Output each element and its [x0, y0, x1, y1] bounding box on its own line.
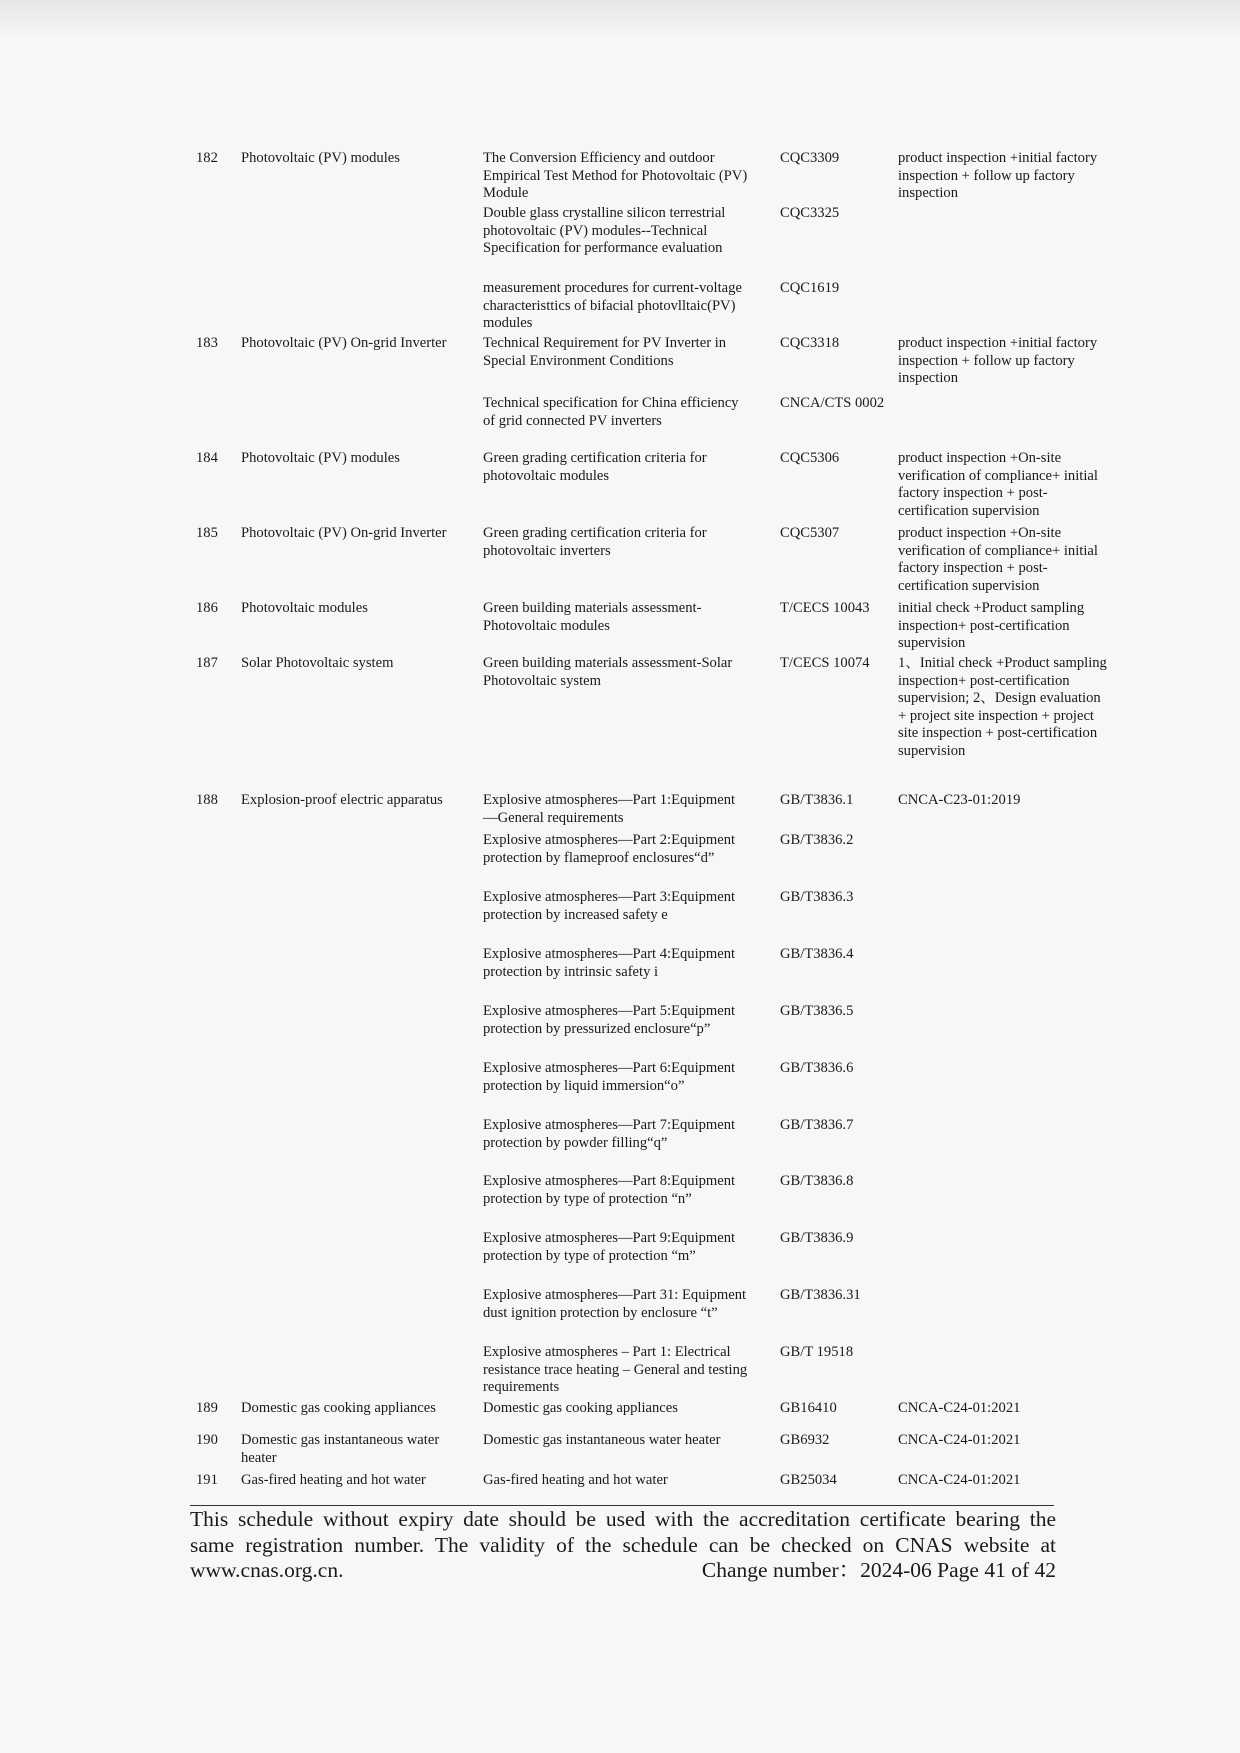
item-number: 189	[196, 1400, 218, 1416]
item-number: 184	[196, 450, 218, 466]
standard-code: GB6932	[780, 1432, 830, 1448]
standard-code: GB16410	[780, 1400, 837, 1416]
standard-code: GB/T3836.4	[780, 946, 854, 962]
certification-mode: CNCA-C24-01:2021	[898, 1472, 1021, 1488]
product-name: Photovoltaic (PV) modules	[241, 150, 400, 166]
product-name: Photovoltaic modules	[241, 600, 368, 616]
certification-mode: product inspection +On-site verification of compliance+ initial factory inspection + post-certification supervision	[898, 450, 1098, 519]
standard-title: Domestic gas cooking appliances	[483, 1400, 678, 1416]
standard-title: Double glass crystalline silicon terrestrial photovoltaic (PV) modules--Technical Specification for performance evaluation	[483, 205, 726, 256]
standard-code: CQC5306	[780, 450, 840, 466]
standard-code: GB/T3836.3	[780, 889, 854, 905]
standard-code: CNCA/CTS 0002	[780, 395, 885, 411]
footer-line-1: This schedule without expiry date should be used with the accreditation certificate bearing the	[190, 1507, 1056, 1531]
item-number: 183	[196, 335, 218, 351]
certification-mode: product inspection +initial factory inspection + follow up factory inspection	[898, 150, 1098, 201]
product-name: Solar Photovoltaic system	[241, 655, 394, 671]
product-name: Domestic gas instantaneous water heater	[241, 1432, 440, 1466]
standard-title: Explosive atmospheres—Part 1:Equipment—General requirements	[483, 792, 736, 826]
standard-code: CQC3325	[780, 205, 840, 221]
item-number: 187	[196, 655, 218, 671]
certification-mode: product inspection +initial factory inspection + follow up factory inspection	[898, 335, 1098, 386]
standard-title: Explosive atmospheres – Part 1: Electrical resistance trace heating – General and testing requirements	[483, 1344, 748, 1395]
standard-title: Explosive atmospheres—Part 5:Equipment protection by pressurized enclosure“p”	[483, 1003, 736, 1037]
item-number: 182	[196, 150, 218, 166]
standard-title: Explosive atmospheres—Part 6:Equipment protection by liquid immersion“o”	[483, 1060, 736, 1094]
footer-line-3	[190, 1558, 1056, 1584]
standard-title: Domestic gas instantaneous water heater	[483, 1432, 721, 1448]
standard-code: CQC5307	[780, 525, 840, 541]
standard-title: Gas-fired heating and hot water	[483, 1472, 668, 1488]
standard-title: Green grading certification criteria for photovoltaic inverters	[483, 525, 707, 559]
item-number: 190	[196, 1432, 218, 1448]
item-number: 185	[196, 525, 218, 541]
certification-mode: 1、Initial check +Product sampling inspection+ post-certification supervision; 2、Design evaluation + project site inspection + project site inspection + post-certification supervision	[898, 655, 1107, 759]
standard-code: GB/T 19518	[780, 1344, 854, 1360]
item-number: 186	[196, 600, 218, 616]
footer-website: www.cnas.org.cn.	[190, 1558, 344, 1582]
standard-title: Explosive atmospheres—Part 2:Equipment protection by flameproof enclosures“d”	[483, 832, 736, 866]
standard-code: T/CECS 10043	[780, 600, 870, 616]
footer-rule	[190, 1505, 1054, 1506]
footer-line-2: same registration number. The validity of the schedule can be checked on CNAS website at	[190, 1532, 1056, 1557]
standard-title: Technical specification for China efficiency of grid connected PV inverters	[483, 395, 739, 429]
certification-mode: CNCA-C24-01:2021	[898, 1400, 1021, 1416]
standard-code: T/CECS 10074	[780, 655, 870, 671]
product-name: Photovoltaic (PV) On-grid Inverter	[241, 335, 447, 351]
certification-mode: initial check +Product sampling inspection+ post-certification supervision	[898, 600, 1085, 651]
standard-title: Green building materials assessment-Solar Photovoltaic system	[483, 655, 733, 689]
standard-code: GB/T3836.1	[780, 792, 854, 808]
standard-code: GB/T3836.5	[780, 1003, 854, 1019]
product-name: Gas-fired heating and hot water	[241, 1472, 426, 1488]
product-name: Photovoltaic (PV) On-grid Inverter	[241, 525, 447, 541]
standard-code: GB25034	[780, 1472, 837, 1488]
standard-title: The Conversion Efficiency and outdoor Empirical Test Method for Photovoltaic (PV) Module	[483, 150, 748, 201]
standard-title: Explosive atmospheres—Part 31: Equipment dust ignition protection by enclosure “t”	[483, 1287, 747, 1321]
standard-code: GB/T3836.2	[780, 832, 854, 848]
standard-code: GB/T3836.9	[780, 1230, 854, 1246]
item-number: 188	[196, 792, 218, 808]
standard-code: CQC3309	[780, 150, 840, 166]
standard-code: GB/T3836.31	[780, 1287, 861, 1303]
footer-change-number: Change number：2024-06 Page 41 of 42	[701, 1558, 1056, 1582]
standard-title: Explosive atmospheres—Part 8:Equipment protection by type of protection “n”	[483, 1173, 736, 1207]
standard-title: Explosive atmospheres—Part 7:Equipment protection by powder filling“q”	[483, 1117, 736, 1151]
standard-code: GB/T3836.8	[780, 1173, 854, 1189]
standard-title: Technical Requirement for PV Inverter in Special Environment Conditions	[483, 335, 727, 369]
standard-code: GB/T3836.7	[780, 1117, 854, 1133]
standard-title: Explosive atmospheres—Part 9:Equipment protection by type of protection “m”	[483, 1230, 736, 1264]
product-name: Photovoltaic (PV) modules	[241, 450, 400, 466]
standard-title: Explosive atmospheres—Part 4:Equipment protection by intrinsic safety i	[483, 946, 736, 980]
standard-title: Explosive atmospheres—Part 3:Equipment protection by increased safety e	[483, 889, 736, 923]
standard-title: Green grading certification criteria for photovoltaic modules	[483, 450, 707, 484]
certification-mode: product inspection +On-site verification of compliance+ initial factory inspection + post-certification supervision	[898, 525, 1098, 594]
footer	[190, 1507, 1056, 1584]
standard-code: CQC3318	[780, 335, 840, 351]
standard-title: Green building materials assessment-Photovoltaic modules	[483, 600, 702, 634]
standard-code: CQC1619	[780, 280, 840, 296]
standard-title: measurement procedures for current-voltage characteristtics of bifacial photovlltaic(PV) modules	[483, 280, 742, 331]
product-name: Explosion-proof electric apparatus	[241, 792, 443, 808]
standard-code: GB/T3836.6	[780, 1060, 854, 1076]
certification-mode: CNCA-C24-01:2021	[898, 1432, 1021, 1448]
certification-mode: CNCA-C23-01:2019	[898, 792, 1021, 808]
product-name: Domestic gas cooking appliances	[241, 1400, 436, 1416]
item-number: 191	[196, 1472, 218, 1488]
